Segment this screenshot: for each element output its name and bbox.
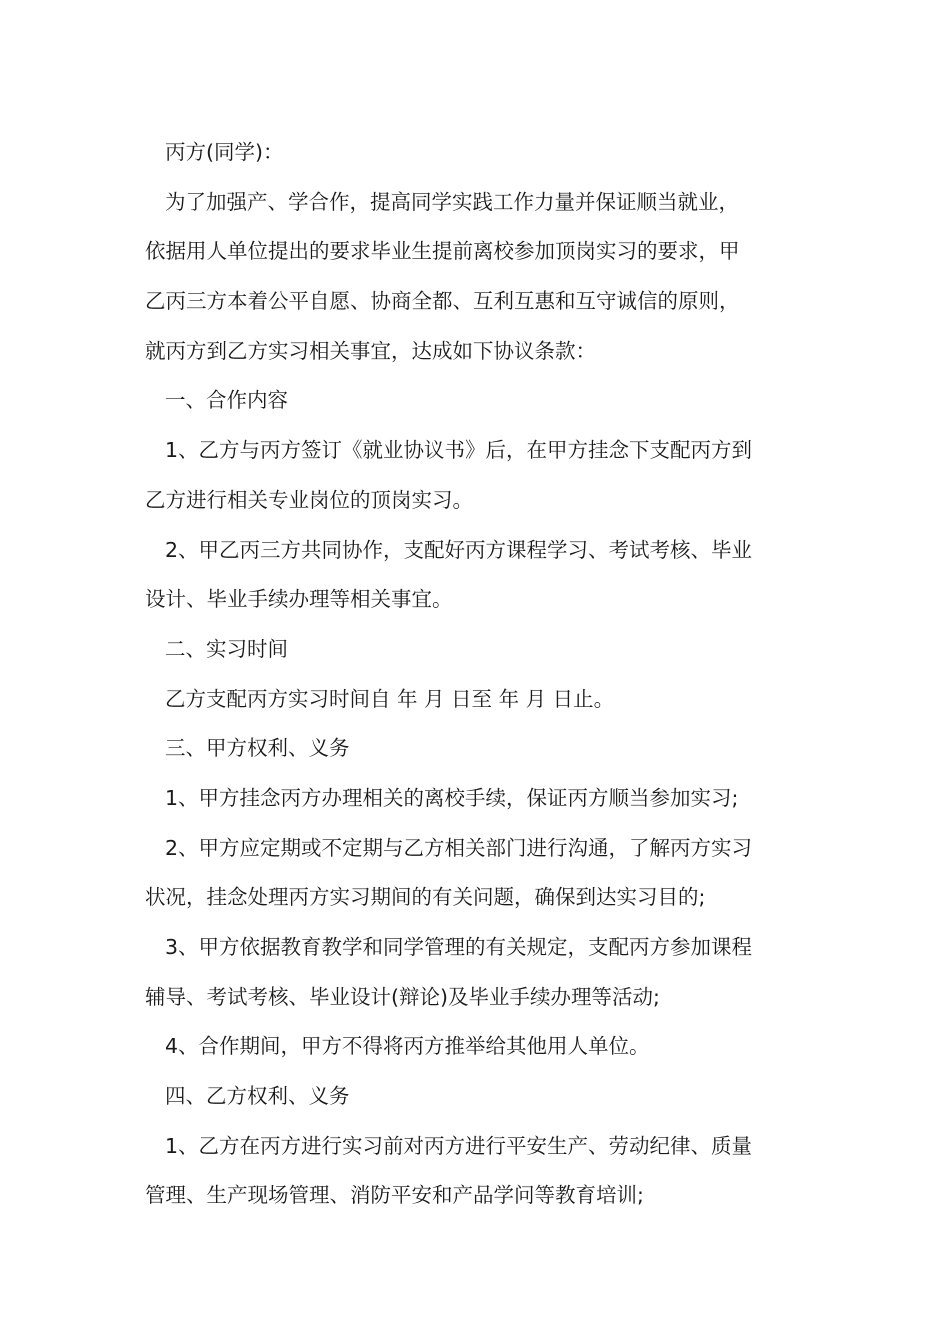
document-line: 四、乙方权利、义务 — [165, 1084, 350, 1109]
document-line: 1、乙方与丙方签订《就业协议书》后，在甲方挂念下支配丙方到 — [165, 438, 753, 463]
document-line: 就丙方到乙方实习相关事宜，达成如下协议条款： — [145, 338, 596, 363]
document-line: 丙方(同学)： — [165, 140, 284, 164]
document-line: 1、乙方在丙方进行实习前对丙方进行平安生产、劳动纪律、质量 — [165, 1133, 753, 1158]
document-line: 管理、生产现场管理、消防平安和产品学问等教育培训; — [145, 1183, 644, 1208]
document-line: 依据用人单位提出的要求毕业生提前离校参加顶岗实习的要求，甲 — [145, 239, 740, 264]
document-line: 2、甲乙丙三方共同协作，支配好丙方课程学习、考试考核、毕业 — [165, 537, 753, 562]
document-line: 设计、毕业手续办理等相关事宜。 — [145, 587, 453, 612]
document-line: 2、甲方应定期或不定期与乙方相关部门进行沟通，了解丙方实习 — [165, 835, 753, 860]
document-line: 3、甲方依据教育教学和同学管理的有关规定，支配丙方参加课程 — [165, 935, 753, 959]
document-line: 乙丙三方本着公平自愿、协商全都、互利互惠和互守诚信的原则， — [145, 289, 740, 314]
document-line: 三、甲方权利、义务 — [165, 736, 350, 761]
document-line: 4、合作期间，甲方不得将丙方推举给其他用人单位。 — [165, 1034, 650, 1059]
document-line: 为了加强产、学合作，提高同学实践工作力量并保证顺当就业， — [165, 189, 739, 214]
document-line: 状况，挂念处理丙方实习期间的有关问题，确保到达实习目的; — [145, 885, 706, 910]
document-line: 一、合作内容 — [165, 388, 288, 413]
document-line: 1、甲方挂念丙方办理相关的离校手续，保证丙方顺当参加实习; — [165, 785, 739, 810]
document-line: 二、实习时间 — [165, 636, 288, 661]
document-line: 乙方进行相关专业岗位的顶岗实习。 — [145, 487, 473, 512]
document-line: 辅导、考试考核、毕业设计(辩论)及毕业手续办理等活动; — [145, 984, 660, 1009]
document-body — [145, 128, 810, 1221]
document-line: 乙方支配丙方实习时间自 年 月 日至 年 月 日止。 — [165, 686, 615, 711]
